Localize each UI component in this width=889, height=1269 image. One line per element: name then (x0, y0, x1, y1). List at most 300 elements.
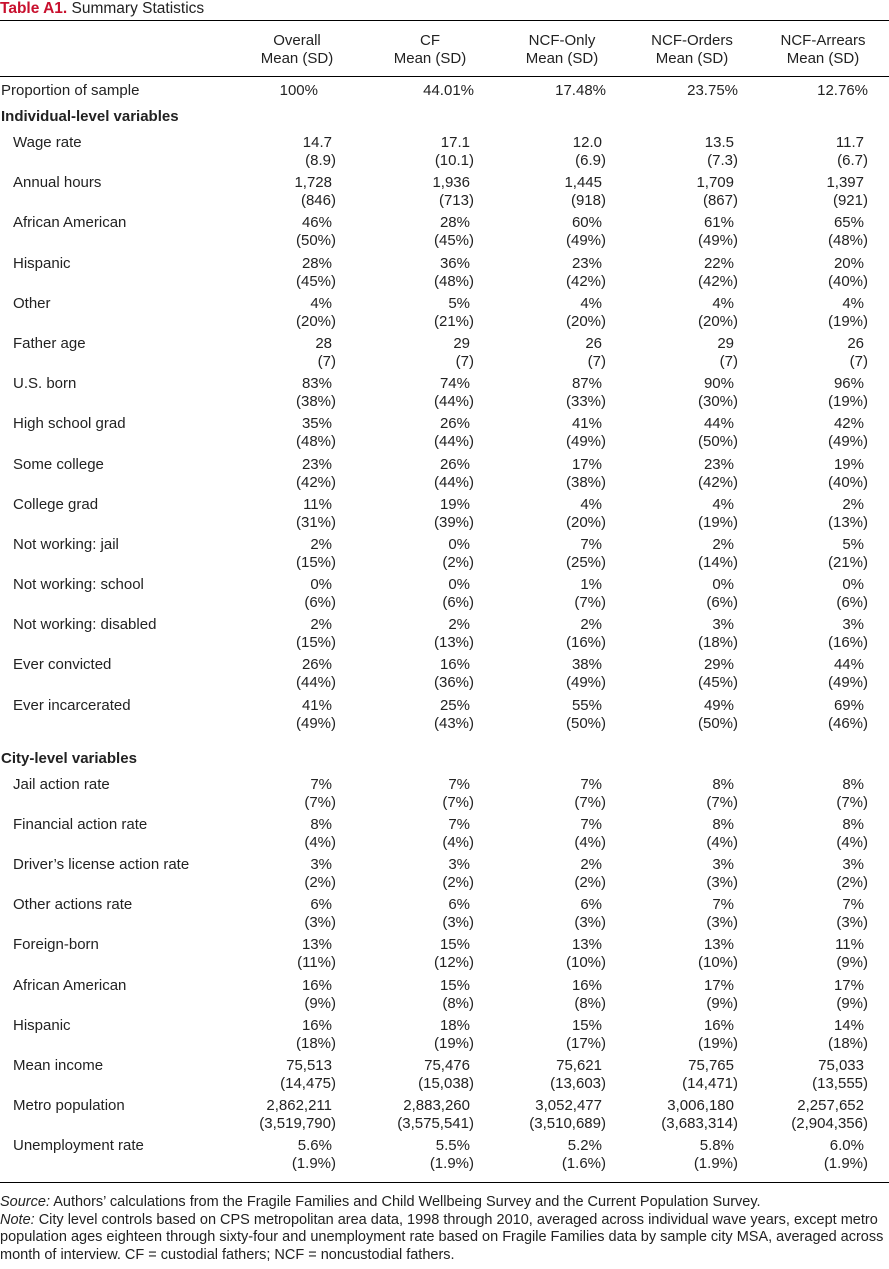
table-cell (618, 134, 738, 170)
cell-sd: (42%) (295, 473, 336, 491)
row-label: Financial action rate (13, 815, 148, 833)
cell-mean: 1,728 (294, 174, 332, 192)
table-cell (354, 174, 474, 210)
cell-sd: (3%) (304, 914, 336, 932)
cell-sd: (39%) (433, 513, 474, 531)
table-cell (216, 1057, 336, 1093)
table-cell (748, 456, 868, 492)
cell-mean: 2% (580, 616, 602, 634)
table-cell (748, 335, 868, 371)
table-cell (618, 536, 738, 572)
row-label: Ever convicted (13, 656, 112, 674)
table-cell (748, 415, 868, 451)
table-cell (618, 1057, 738, 1093)
cell-sd: (3,510,689) (529, 1115, 606, 1133)
row-label: Ever incarcerated (13, 696, 131, 714)
cell-mean: 2% (712, 535, 734, 553)
table-cell (486, 335, 606, 371)
cell-mean: 7% (712, 896, 734, 914)
table-row (0, 896, 889, 936)
cell-sd: (9%) (706, 994, 738, 1012)
cell-sd: (7%) (836, 793, 868, 811)
table-cell (486, 415, 606, 451)
table-cell (216, 375, 336, 411)
table-row (0, 1137, 889, 1177)
cell-sd: (30%) (697, 393, 738, 411)
table-row (0, 214, 889, 254)
cell-mean: 0% (842, 576, 864, 594)
cell-mean: 7% (580, 775, 602, 793)
cell-mean: 28 (315, 334, 332, 352)
row-label: Driver’s license action rate (13, 856, 190, 873)
cell-mean: 28% (301, 254, 332, 272)
table-cell (354, 776, 474, 812)
table-cell (216, 896, 336, 932)
table-row (0, 496, 889, 536)
cell-sd: (11%) (297, 954, 336, 972)
cell-sd: (6%) (442, 594, 474, 612)
cell-sd: (14%) (697, 553, 738, 571)
cell-mean: 26 (585, 334, 602, 352)
cell-mean: 96% (833, 375, 864, 393)
cell-sd: (49%) (565, 232, 606, 250)
cell-sd: (49%) (565, 674, 606, 692)
cell-sd: (46%) (827, 714, 868, 732)
top-rule (0, 20, 889, 21)
cell-sd: (20%) (295, 312, 336, 330)
cell-sd: (2%) (304, 874, 336, 891)
cell-sd: (19%) (827, 312, 868, 330)
cell-mean: 17% (571, 455, 602, 473)
data-table (0, 82, 889, 1178)
cell-mean: 26% (439, 415, 470, 433)
cell-mean: 16% (703, 1016, 734, 1034)
table-cell (216, 174, 336, 210)
cell-mean: 3% (310, 856, 332, 873)
table-cell (354, 456, 474, 492)
table-cell (354, 214, 474, 250)
cell-mean: 35% (301, 415, 332, 433)
table-cell (354, 335, 474, 371)
table-cell (216, 776, 336, 812)
cell-sd: (18%) (295, 1034, 336, 1052)
table-cell (216, 214, 336, 250)
table-cell (216, 816, 336, 852)
cell-mean: 3,052,477 (535, 1097, 602, 1115)
cell-sd: (3,519,790) (259, 1115, 336, 1133)
cell-sd: (921) (832, 192, 868, 210)
cell-sd: (9%) (836, 954, 868, 972)
cell-sd: (20%) (565, 312, 606, 330)
cell-mean: 2,883,260 (403, 1097, 470, 1115)
table-cell (618, 174, 738, 210)
table-cell (748, 1097, 868, 1133)
cell-value: 17.48% (555, 82, 606, 99)
table-cell (618, 415, 738, 451)
table-row (0, 335, 889, 375)
table-cell (486, 576, 606, 612)
cell-sd: (49%) (827, 674, 868, 692)
cell-sd: (38%) (295, 393, 336, 411)
cell-sd: (8%) (574, 994, 606, 1012)
table-cell (354, 816, 474, 852)
cell-sd: (6%) (304, 594, 336, 612)
column-subheader: Mean (SD) (260, 50, 334, 67)
cell-sd: (4%) (442, 833, 474, 851)
cell-sd: (7%) (304, 793, 336, 811)
cell-mean: 1,397 (826, 174, 864, 192)
note-label: Note: (0, 1211, 35, 1228)
row-label: Foreign-born (13, 936, 99, 954)
cell-mean: 7% (310, 775, 332, 793)
table-cell (486, 536, 606, 572)
cell-sd: (49%) (697, 232, 738, 250)
cell-sd: (19%) (827, 393, 868, 411)
cell-sd: (14,475) (280, 1074, 336, 1092)
cell-sd: (7%) (574, 793, 606, 811)
cell-sd: (20%) (565, 513, 606, 531)
table-cell (486, 1097, 606, 1133)
cell-mean: 2,862,211 (266, 1097, 332, 1115)
cell-sd: (44%) (433, 393, 474, 411)
cell-mean: 4% (842, 294, 864, 312)
cell-mean: 55% (571, 696, 602, 714)
row-label: African American (13, 976, 127, 994)
row-label: Father age (13, 334, 86, 352)
table-row (0, 977, 889, 1017)
cell-mean: 90% (703, 375, 734, 393)
table-cell (486, 214, 606, 250)
column-name: CF (420, 32, 440, 49)
cell-sd: (42%) (565, 272, 606, 290)
column-header (497, 32, 627, 68)
cell-sd: (40%) (827, 473, 868, 491)
cell-mean: 6.0% (829, 1137, 864, 1155)
table-cell (354, 936, 474, 972)
cell-sd: (7) (317, 352, 336, 370)
cell-sd: (15%) (295, 634, 336, 652)
table-cell (748, 697, 868, 733)
cell-sd: (49%) (827, 433, 868, 451)
table-cell (486, 375, 606, 411)
cell-sd: (50%) (697, 433, 738, 451)
cell-mean: 8% (842, 815, 864, 833)
cell-mean: 0% (448, 535, 470, 553)
cell-value: 23.75% (687, 82, 738, 99)
cell-sd: (1.9%) (693, 1155, 738, 1173)
cell-mean: 26 (847, 334, 864, 352)
cell-sd: (50%) (295, 232, 336, 250)
table-cell (486, 456, 606, 492)
cell-mean: 26% (439, 455, 470, 473)
table-cell (618, 896, 738, 932)
table-cell (748, 656, 868, 692)
cell-sd: (12%) (433, 954, 474, 972)
cell-mean: 17.1 (440, 134, 470, 151)
cell-mean: 5.5% (435, 1137, 470, 1155)
row-label: Individual-level variables (1, 108, 179, 125)
cell-mean: 14.7 (302, 134, 332, 151)
table-cell (216, 936, 336, 972)
table-cell (748, 1137, 868, 1173)
cell-sd: (49%) (565, 433, 606, 451)
cell-mean: 3% (448, 856, 470, 873)
cell-sd: (45%) (295, 272, 336, 290)
table-cell (354, 496, 474, 532)
cell-mean: 6% (448, 896, 470, 914)
table-cell (216, 456, 336, 492)
note (0, 1212, 889, 1265)
table-cell (216, 415, 336, 451)
cell-mean: 74% (439, 375, 470, 393)
cell-sd: (7%) (574, 594, 606, 612)
cell-mean: 29 (453, 334, 470, 352)
bottom-rule (0, 1182, 889, 1183)
column-name: NCF-Arrears (780, 32, 866, 49)
table-row (0, 295, 889, 335)
cell-mean: 4% (712, 495, 734, 513)
cell-sd: (4%) (574, 833, 606, 851)
table-cell (486, 1137, 606, 1173)
cell-sd: (50%) (565, 714, 606, 732)
cell-mean: 13% (571, 936, 602, 954)
table-number: Table A1. (0, 0, 68, 17)
table-cell (216, 335, 336, 371)
cell-mean: 8% (712, 775, 734, 793)
table-row (0, 1097, 889, 1137)
table-row (0, 656, 889, 696)
cell-mean: 0% (310, 576, 332, 594)
table-cell (748, 896, 868, 932)
table-cell (486, 1017, 606, 1053)
table-cell (354, 375, 474, 411)
cell-mean: 20% (833, 254, 864, 272)
source-note (0, 1194, 889, 1212)
table-row (0, 415, 889, 455)
cell-sd: (7) (587, 352, 606, 370)
cell-sd: (16%) (827, 634, 868, 652)
cell-sd: (40%) (827, 272, 868, 290)
table-row (0, 776, 889, 816)
cell-mean: 1,936 (432, 174, 470, 192)
cell-sd: (43%) (433, 714, 474, 732)
cell-mean: 75,513 (286, 1056, 332, 1074)
cell-mean: 15% (571, 1016, 602, 1034)
cell-mean: 4% (712, 294, 734, 312)
column-header (365, 32, 495, 68)
cell-sd: (9%) (304, 994, 336, 1012)
cell-sd: (3,683,314) (661, 1115, 738, 1133)
table-cell (748, 134, 868, 170)
cell-sd: (9%) (836, 994, 868, 1012)
cell-sd: (19%) (697, 513, 738, 531)
table-cell (618, 1017, 738, 1053)
table-cell (216, 496, 336, 532)
table-cell (354, 1017, 474, 1053)
table-cell (354, 1137, 474, 1173)
cell-mean: 3% (842, 856, 864, 873)
cell-sd: (31%) (295, 513, 336, 531)
column-name: NCF-Orders (651, 32, 733, 49)
row-label: Other (13, 294, 51, 312)
row-label: Proportion of sample (1, 82, 140, 99)
cell-mean: 3,006,180 (667, 1097, 734, 1115)
cell-sd: (10%) (697, 954, 738, 972)
cell-mean: 38% (571, 656, 602, 674)
row-label: Not working: jail (13, 535, 119, 553)
row-label: City-level variables (1, 749, 137, 767)
table-cell (354, 536, 474, 572)
cell-sd: (48%) (827, 232, 868, 250)
cell-sd: (13,555) (812, 1074, 868, 1092)
cell-mean: 36% (439, 254, 470, 272)
cell-sd: (7) (719, 352, 738, 370)
table-cell (618, 456, 738, 492)
table-cell (618, 697, 738, 733)
cell-value: 100% (279, 82, 318, 99)
table-cell (354, 856, 474, 892)
table-cell (748, 1017, 868, 1053)
table-row (0, 816, 889, 856)
cell-mean: 1,709 (696, 174, 734, 192)
column-header (627, 32, 757, 68)
table-cell (618, 295, 738, 331)
table-cell (618, 496, 738, 532)
cell-sd: (17%) (565, 1034, 606, 1052)
cell-sd: (33%) (565, 393, 606, 411)
table-cell (216, 977, 336, 1013)
cell-sd: (4%) (836, 833, 868, 851)
table-cell (748, 977, 868, 1013)
table-cell (618, 214, 738, 250)
cell-mean: 3% (842, 616, 864, 634)
cell-mean: 5.8% (699, 1137, 734, 1155)
table-caption: Summary Statistics (71, 0, 205, 17)
row-label: Hispanic (13, 1016, 71, 1034)
table-cell (354, 616, 474, 652)
table-cell (618, 1097, 738, 1133)
table-cell (486, 616, 606, 652)
table-row (0, 1057, 889, 1097)
column-name: Overall (273, 32, 321, 49)
column-subheader: Mean (SD) (393, 50, 467, 67)
cell-mean: 25% (439, 696, 470, 714)
table-cell (748, 1057, 868, 1093)
cell-mean: 14% (833, 1016, 864, 1034)
cell-sd: (7) (849, 352, 868, 370)
cell-mean: 16% (301, 1016, 332, 1034)
table-cell (618, 856, 738, 892)
cell-mean: 3% (712, 856, 734, 873)
cell-mean: 49% (703, 696, 734, 714)
table-cell (486, 496, 606, 532)
cell-mean: 15% (439, 976, 470, 994)
table-cell (354, 415, 474, 451)
cell-sd: (2%) (836, 874, 868, 891)
cell-sd: (13%) (433, 634, 474, 652)
table-row (0, 255, 889, 295)
cell-sd: (6.9) (575, 152, 606, 169)
cell-mean: 2% (310, 535, 332, 553)
table-cell (748, 576, 868, 612)
cell-sd: (36%) (433, 674, 474, 692)
cell-sd: (16%) (565, 634, 606, 652)
table-cell (748, 616, 868, 652)
cell-mean: 41% (571, 415, 602, 433)
cell-mean: 5% (842, 535, 864, 553)
cell-mean: 16% (571, 976, 602, 994)
table-cell (216, 697, 336, 733)
cell-mean: 2,257,652 (797, 1097, 864, 1115)
cell-mean: 0% (448, 576, 470, 594)
cell-mean: 17% (833, 976, 864, 994)
cell-sd: (7%) (706, 793, 738, 811)
table-cell (748, 255, 868, 291)
cell-mean: 13% (301, 936, 332, 954)
table-row (0, 375, 889, 415)
cell-mean: 4% (580, 495, 602, 513)
cell-sd: (2%) (442, 874, 474, 891)
cell-mean: 12.0 (572, 134, 602, 151)
section-header (0, 108, 889, 134)
cell-mean: 7% (580, 815, 602, 833)
cell-sd: (48%) (295, 433, 336, 451)
cell-mean: 11% (835, 936, 864, 954)
cell-sd: (20%) (697, 312, 738, 330)
cell-sd: (3%) (836, 914, 868, 932)
cell-mean: 5.6% (297, 1137, 332, 1155)
column-subheader: Mean (SD) (786, 50, 860, 67)
table-cell (618, 936, 738, 972)
table-cell (748, 295, 868, 331)
table-cell (354, 295, 474, 331)
cell-sd: (19%) (697, 1034, 738, 1052)
cell-sd: (38%) (565, 473, 606, 491)
cell-mean: 29% (703, 656, 734, 674)
cell-mean: 44% (703, 415, 734, 433)
cell-mean: 41% (301, 696, 332, 714)
section-header (0, 750, 889, 776)
cell-mean: 15% (439, 936, 470, 954)
cell-sd: (2,904,356) (791, 1115, 868, 1133)
row-label: Metro population (13, 1097, 125, 1115)
cell-mean: 13.5 (704, 134, 734, 151)
column-name: NCF-Only (528, 32, 596, 49)
cell-sd: (10%) (565, 954, 606, 972)
table-row (0, 697, 889, 750)
cell-mean: 6% (310, 896, 332, 914)
cell-mean: 26% (301, 656, 332, 674)
column-subheader: Mean (SD) (655, 50, 729, 67)
cell-mean: 65% (833, 214, 864, 232)
cell-mean: 4% (580, 294, 602, 312)
table-row (0, 616, 889, 656)
table-cell (354, 896, 474, 932)
row-label: Mean income (13, 1056, 104, 1074)
cell-mean: 7% (448, 815, 470, 833)
cell-mean: 8% (842, 775, 864, 793)
table-cell (748, 214, 868, 250)
row-label: U.S. born (13, 375, 77, 393)
table-cell (618, 1137, 738, 1173)
cell-mean: 17% (703, 976, 734, 994)
cell-mean: 2% (580, 856, 602, 873)
row-label: Wage rate (13, 134, 82, 151)
table-row (0, 174, 889, 214)
cell-mean: 75,033 (818, 1056, 864, 1074)
cell-sd: (7.3) (707, 152, 738, 169)
cell-sd: (713) (438, 192, 474, 210)
